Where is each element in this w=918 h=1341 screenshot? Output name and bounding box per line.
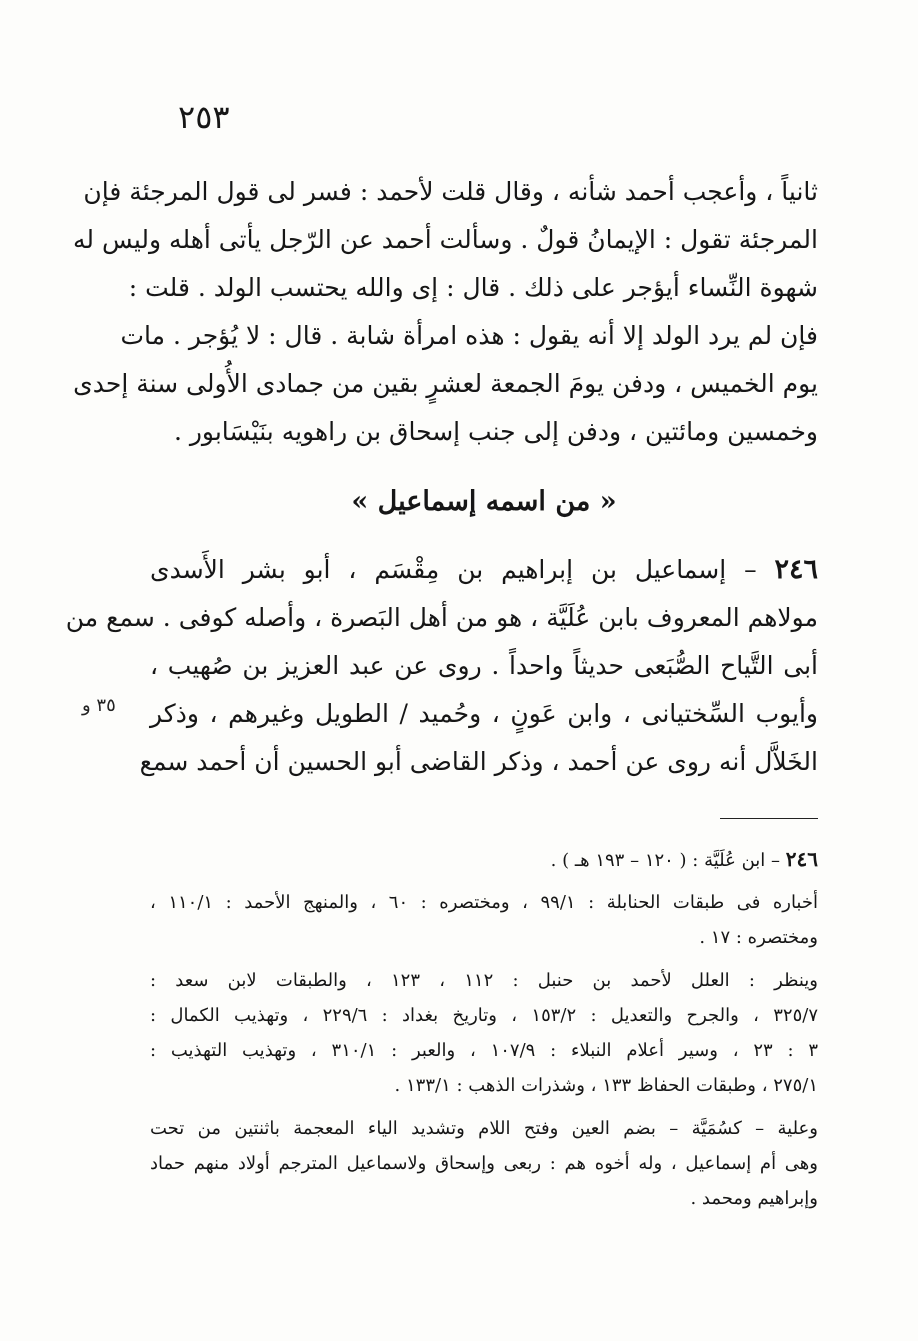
footnotes [150, 842, 818, 1216]
footnote-line: ٢٧٥/١ ، وطبقات الحفاظ ١٣٣ ، وشذرات الذهب : ١٣٣/١ . [394, 1075, 818, 1096]
paragraph-1 [73, 168, 818, 456]
manuscript-folio-note: ٣٥ و [82, 695, 116, 716]
text-line: أبى التَّياح الصُّبَعى حديثاً واحداً . روى عن عبد العزيز بن صُهيب ، [150, 651, 818, 680]
footnote-entry-number: ٢٤٦ [785, 847, 818, 871]
text-line: فإن لم يرد الولد إلا أنه يقول : هذه امرأة شابة . قال : لا يُؤجر . مات [120, 321, 818, 350]
text-line: وخمسين ومائتين ، ودفن إلى جنب إسحاق بن راهويه بنَيْسَابور . [173, 417, 818, 446]
text-line: مولاهم المعروف بابن عُلَيَّة ، هو من أهل البَصرة ، وأصله كوفى . سمع من [65, 603, 818, 632]
entry-first-line [150, 546, 818, 594]
text-line: الخَلاَّل أنه روى عن أحمد ، وذكر القاضى أبو الحسين أن أحمد سمع [139, 747, 818, 776]
footnote-line: وإبراهيم ومحمد . [690, 1188, 818, 1209]
text-line: شهوة النِّساء أيؤجر على ذلك . قال : إى والله يحتسب الولد . قلت : [128, 273, 818, 302]
footnote-line: وينظر : العلل لأحمد بن حنبل : ١١٢ ، ١٢٣ ، والطبقات لابن سعد : [150, 970, 818, 991]
footnote-title [150, 842, 818, 877]
footnote-line: وهى أم إسماعيل ، وله أخوه هم : ربعى وإسحاق ولاسماعيل المترجم أولاد منهم حماد [150, 1153, 818, 1174]
footnote-separator [720, 818, 818, 819]
text-line: وأيوب السِّختيانى ، وابن عَونٍ ، وحُميد / الطويل وغيرهم ، وذكر [150, 699, 818, 728]
section-heading: « من اسمه إسماعيل » [351, 486, 617, 517]
footnote-line: ٣ : ٢٣ ، وسير أعلام النبلاء : ١٠٧/٩ ، والعبر : ٣١٠/١ ، وتهذيب التهذيب : [150, 1040, 818, 1061]
text-line: المرجئة تقول : الإيمانُ قولٌ . وسألت أحمد عن الرّجل يأتى أهله وليس له [73, 225, 818, 254]
footnote-line: ٣٢٥/٧ ، والجرح والتعديل : ١٥٣/٢ ، وتاريخ بغداد : ٢٢٩/٦ ، وتهذيب الكمال : [150, 1005, 819, 1026]
entry-number: ٢٤٦ [774, 554, 818, 585]
footnote-line: أخباره فى طبقات الحنابلة : ٩٩/١ ، ومختصره : ٦٠ ، والمنهج الأحمد : ١١٠/١ ، [150, 892, 818, 913]
page-number: ٢٥٣ [178, 98, 230, 136]
footnote-line: وعلية – كسُمَيَّة – بضم العين وفتح اللام وتشديد الياء المعجمة باثنتين من تحت [150, 1118, 818, 1139]
footnote-line: ومختصره : ١٧ . [699, 927, 818, 948]
text-line: يوم الخميس ، ودفن يومَ الجمعة لعشرٍ بقين من جمادى الأُولى سنة إحدى [73, 369, 818, 398]
footnote-entry-title: – ابن عُلَيَّة : ( ١٢٠ – ١٩٣ هـ ) . [550, 850, 781, 871]
entry-first-line-text: – إسماعيل بن إبراهيم بن مِقْسَم ، أبو بشر الأَسدى [150, 555, 757, 584]
text-line: ثانياً ، وأعجب أحمد شأنه ، وقال قلت لأحمد : فسر لى قول المرجئة فإن [83, 177, 818, 206]
